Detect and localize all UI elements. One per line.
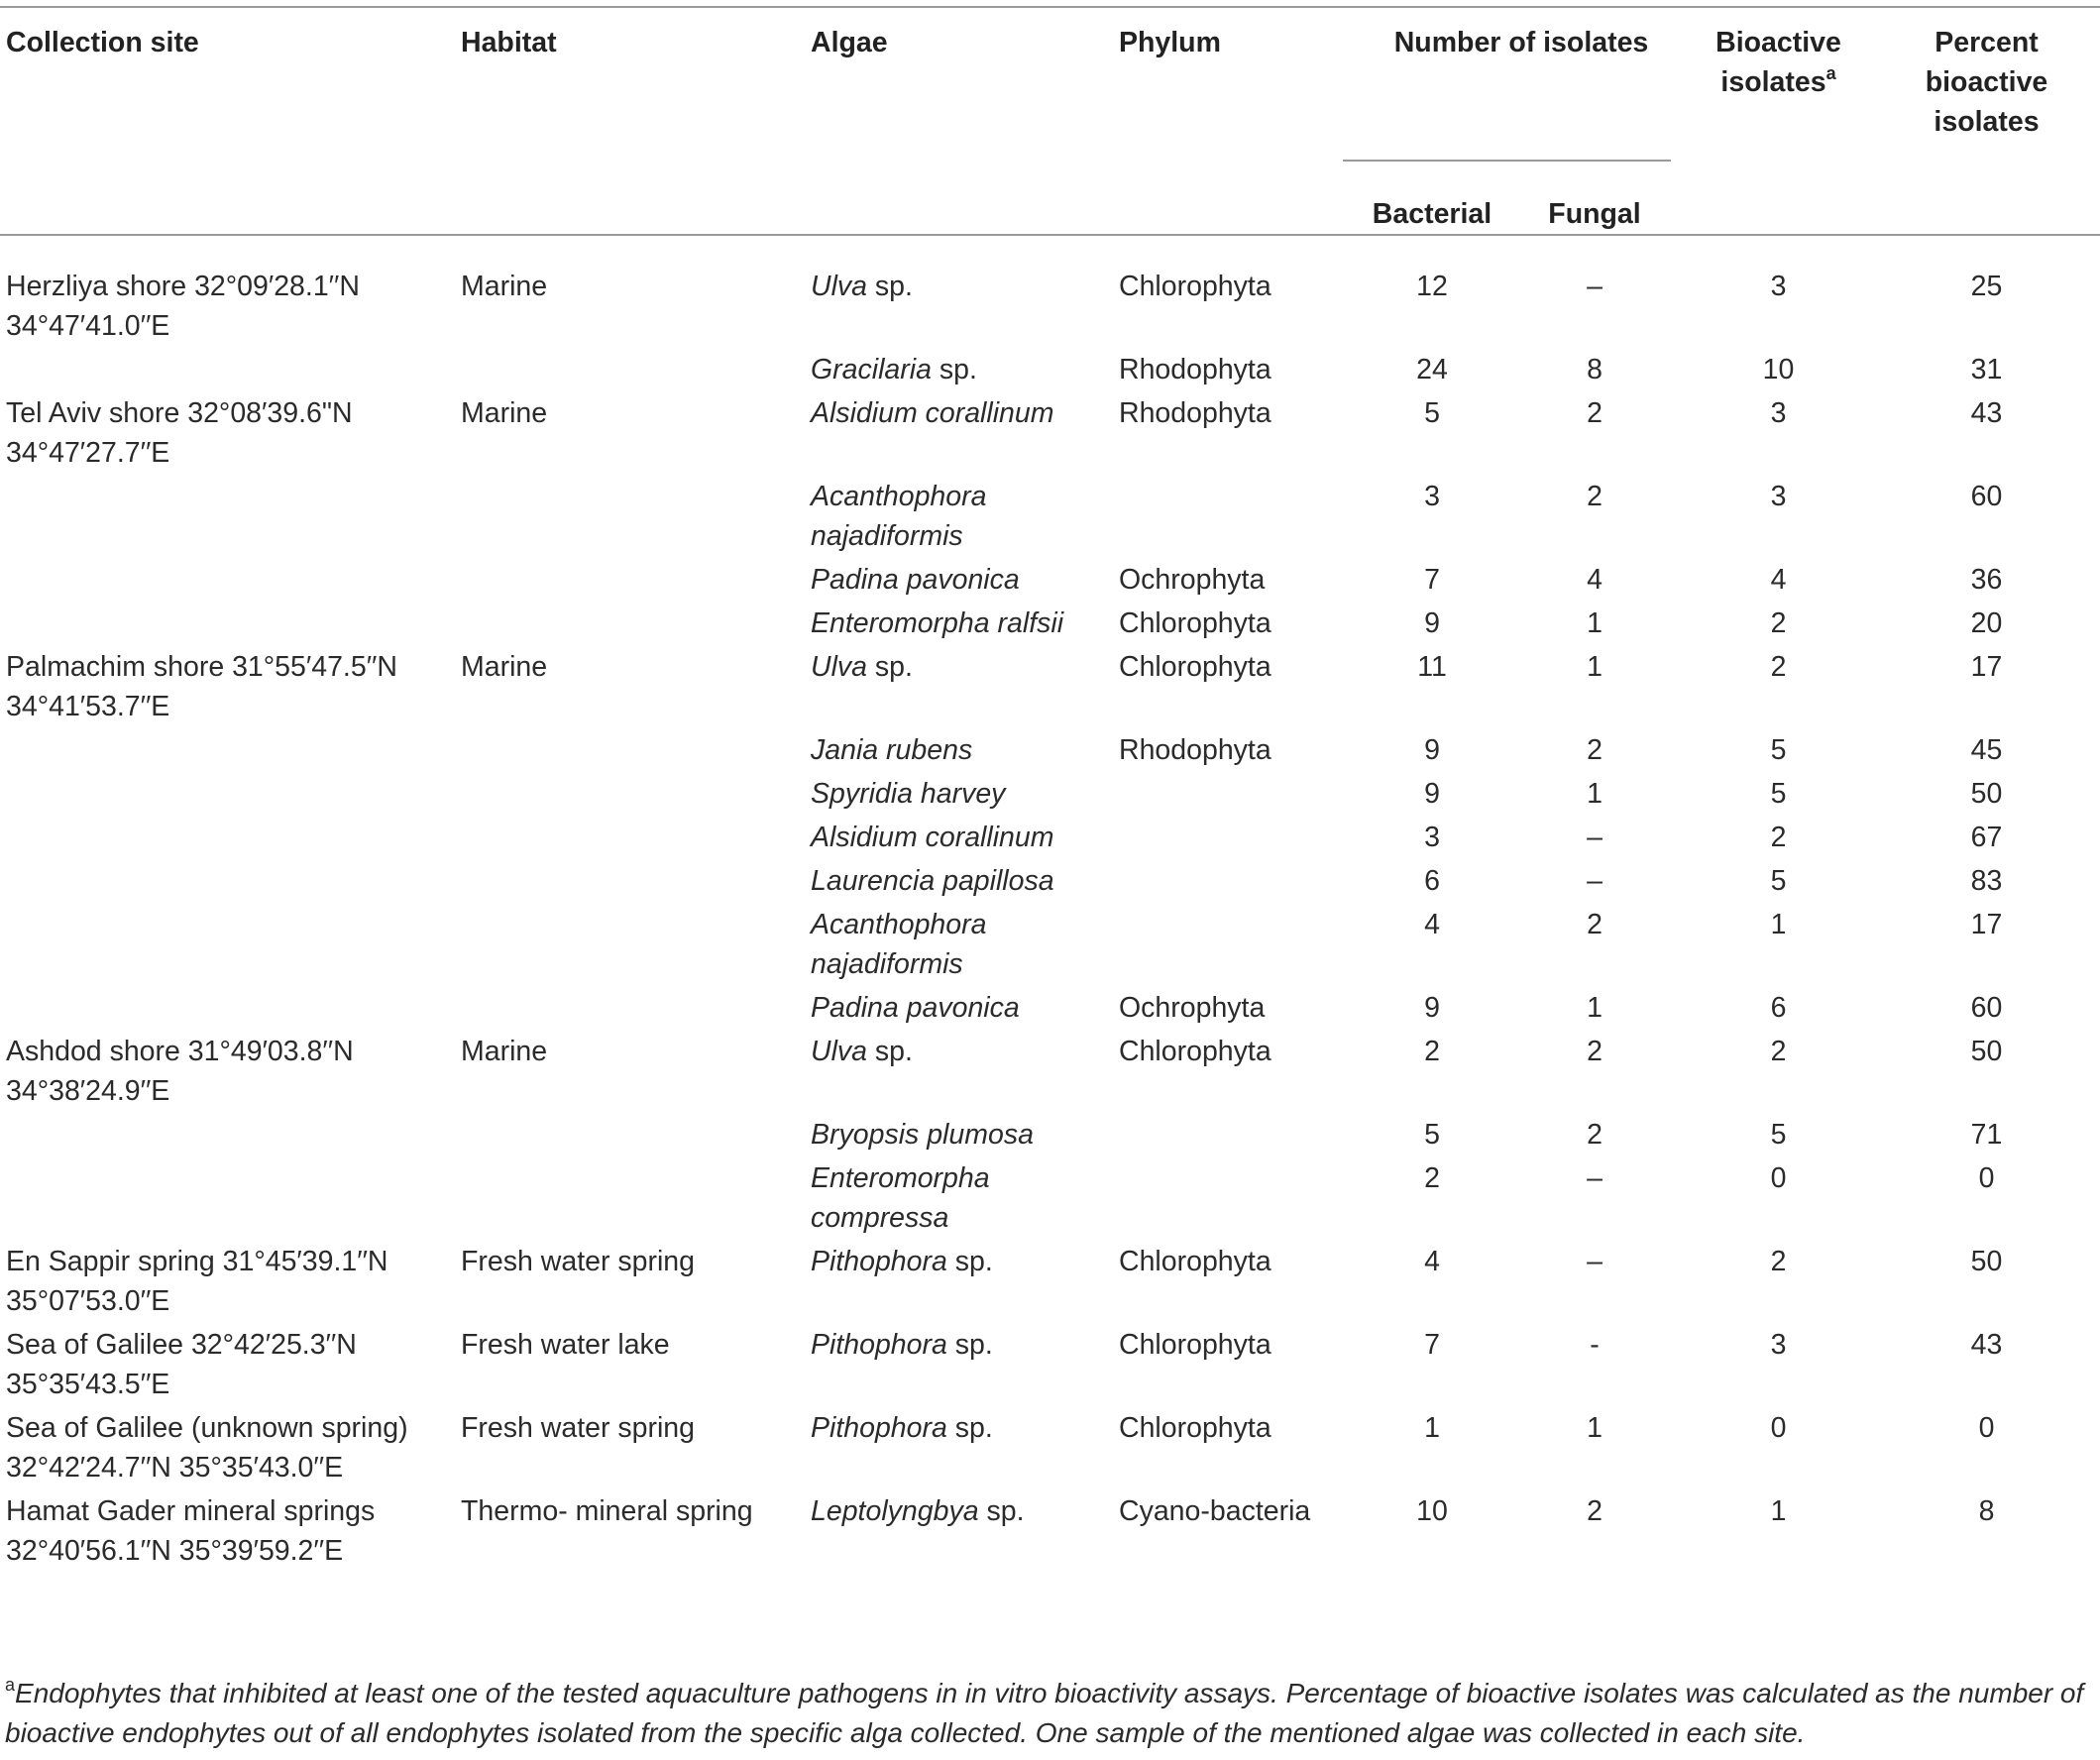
table-footnote <box>5 1674 2096 1753</box>
cell-fungal: 4 <box>1587 564 1603 596</box>
algae-name: Pithophora <box>811 1412 947 1444</box>
cell-habitat <box>451 556 811 600</box>
cell-bioactive: 0 <box>1770 1162 1787 1194</box>
cell-collection-site <box>0 1111 451 1155</box>
cell-habitat: Fresh water spring <box>461 1412 696 1444</box>
cell-fungal: 2 <box>1587 1119 1603 1151</box>
cell-bioactive: 5 <box>1770 778 1787 810</box>
cell-collection-site: Sea of Galilee (unknown spring) 32°42′24.7′′N 35°35′43.0′′E <box>6 1412 408 1484</box>
algae-name: Leptolyngbya <box>811 1495 979 1527</box>
cell-bioactive: 3 <box>1770 1329 1787 1361</box>
cell-collection-site <box>0 1155 451 1238</box>
cell-algae <box>811 1111 1119 1155</box>
cell-bacterial: 6 <box>1424 865 1440 897</box>
cell-phylum: Rhodophyta <box>1119 354 1271 385</box>
cell-fungal: 1 <box>1587 1412 1603 1444</box>
cell-percent: 50 <box>1970 778 2003 810</box>
algae-suffix: sp. <box>867 271 913 302</box>
cell-habitat <box>451 857 811 901</box>
header-habitat: Habitat <box>461 27 557 58</box>
cell-percent: 43 <box>1970 397 2003 429</box>
cell-fungal: – <box>1587 1162 1603 1194</box>
cell-bioactive: 5 <box>1770 865 1787 897</box>
cell-bacterial: 24 <box>1416 354 1448 385</box>
header-bacterial: Bacterial <box>1372 198 1492 230</box>
cell-habitat: Fresh water lake <box>461 1329 670 1361</box>
table-row <box>0 473 2100 556</box>
cell-fungal: 2 <box>1587 1036 1603 1067</box>
cell-bioactive: 3 <box>1770 397 1787 429</box>
cell-bioactive: 5 <box>1770 734 1787 766</box>
cell-algae <box>811 1487 1119 1571</box>
algae-name: Jania rubens <box>811 734 973 766</box>
algae-name: Ulva <box>811 651 868 683</box>
cell-fungal: 1 <box>1587 992 1603 1024</box>
table-row <box>0 814 2100 857</box>
cell-collection-site: En Sappir spring 31°45′39.1′′N 35°07′53.0′′E <box>6 1246 388 1317</box>
cell-bioactive: 2 <box>1770 1246 1787 1277</box>
table-row <box>0 1028 2100 1111</box>
cell-algae <box>811 556 1119 600</box>
cell-collection-site <box>0 857 451 901</box>
cell-bacterial: 1 <box>1424 1412 1440 1444</box>
algae-name: Enteromorpha compressa <box>811 1162 990 1234</box>
cell-bacterial: 10 <box>1416 1495 1448 1527</box>
cell-percent: 0 <box>1978 1412 1995 1444</box>
cell-habitat <box>451 901 811 984</box>
cell-bioactive: 1 <box>1770 1495 1787 1527</box>
algae-name: Spyridia harvey <box>811 778 1006 810</box>
cell-phylum: Rhodophyta <box>1119 397 1271 429</box>
cell-percent: 0 <box>1978 1162 1995 1194</box>
cell-percent: 8 <box>1978 1495 1995 1527</box>
cell-algae <box>811 1404 1119 1487</box>
algae-name: Bryopsis plumosa <box>811 1119 1034 1151</box>
cell-fungal: 2 <box>1587 1495 1603 1527</box>
cell-percent: 17 <box>1970 909 2003 940</box>
cell-bacterial: 9 <box>1424 607 1440 639</box>
cell-bacterial: 5 <box>1424 397 1440 429</box>
cell-phylum: Cyano-bacteria <box>1119 1495 1311 1527</box>
cell-collection-site: Palmachim shore 31°55′47.5′′N 34°41′53.7′′E <box>6 651 397 722</box>
cell-fungal: 8 <box>1587 354 1603 385</box>
cell-bacterial: 4 <box>1424 1246 1440 1277</box>
cell-habitat <box>451 814 811 857</box>
cell-percent: 36 <box>1970 564 2003 596</box>
cell-phylum: Ochrophyta <box>1119 992 1266 1024</box>
table-row <box>0 984 2100 1028</box>
cell-collection-site: Sea of Galilee 32°42′25.3′′N 35°35′43.5′′E <box>6 1329 357 1400</box>
cell-phylum <box>1119 901 1359 984</box>
cell-bioactive: 2 <box>1770 651 1787 683</box>
algae-name: Acanthophora najadiformis <box>811 909 987 980</box>
cell-phylum <box>1119 814 1359 857</box>
cell-bacterial: 9 <box>1424 778 1440 810</box>
table-row <box>0 346 2100 389</box>
table-row <box>0 600 2100 643</box>
cell-bacterial: 3 <box>1424 822 1440 853</box>
cell-phylum: Chlorophyta <box>1119 1329 1271 1361</box>
cell-algae <box>811 389 1119 473</box>
cell-phylum: Ochrophyta <box>1119 564 1266 596</box>
cell-bioactive: 4 <box>1770 564 1787 596</box>
table-row <box>0 1155 2100 1238</box>
cell-algae <box>811 1321 1119 1404</box>
cell-habitat <box>451 726 811 770</box>
algae-name: Ulva <box>811 1036 868 1067</box>
table-row <box>0 901 2100 984</box>
cell-habitat: Fresh water spring <box>461 1246 696 1277</box>
cell-bacterial: 9 <box>1424 992 1440 1024</box>
cell-fungal: 2 <box>1587 734 1603 766</box>
algae-suffix: sp. <box>867 651 913 683</box>
cell-phylum: Chlorophyta <box>1119 1246 1271 1277</box>
algae-suffix: sp. <box>946 1246 993 1277</box>
cell-percent: 67 <box>1970 822 2003 853</box>
cell-phylum: Rhodophyta <box>1119 734 1271 766</box>
cell-algae <box>811 901 1119 984</box>
algae-name: Laurencia papillosa <box>811 865 1054 897</box>
cell-habitat: Marine <box>461 397 548 429</box>
cell-habitat: Thermo- mineral spring <box>461 1495 753 1527</box>
cell-fungal: – <box>1587 822 1603 853</box>
cell-bacterial: 7 <box>1424 1329 1440 1361</box>
cell-fungal: – <box>1587 865 1603 897</box>
cell-bacterial: 7 <box>1424 564 1440 596</box>
cell-algae <box>811 252 1119 346</box>
cell-collection-site <box>0 473 451 556</box>
cell-algae <box>811 346 1119 389</box>
cell-percent: 83 <box>1970 865 2003 897</box>
cell-fungal: 1 <box>1587 607 1603 639</box>
cell-percent: 31 <box>1970 354 2003 385</box>
cell-collection-site <box>0 600 451 643</box>
cell-collection-site <box>0 346 451 389</box>
header-collection-site: Collection site <box>6 27 199 58</box>
cell-fungal: 2 <box>1587 909 1603 940</box>
cell-fungal: 2 <box>1587 481 1603 512</box>
cell-collection-site <box>0 984 451 1028</box>
cell-habitat <box>451 346 811 389</box>
algae-name: Pithophora <box>811 1246 947 1277</box>
cell-collection-site: Hamat Gader mineral springs 32°40′56.1′′N 35°39′59.2′′E <box>6 1495 376 1567</box>
cell-phylum: Chlorophyta <box>1119 607 1271 639</box>
cell-percent: 60 <box>1970 481 2003 512</box>
cell-algae <box>811 1238 1119 1321</box>
cell-habitat: Marine <box>461 1036 548 1067</box>
cell-bacterial: 2 <box>1424 1036 1440 1067</box>
table-row <box>0 1238 2100 1321</box>
cell-habitat <box>451 473 811 556</box>
algae-suffix: sp. <box>867 1036 913 1067</box>
cell-algae <box>811 643 1119 726</box>
cell-fungal: 1 <box>1587 651 1603 683</box>
header-algae: Algae <box>811 27 888 58</box>
cell-percent: 60 <box>1970 992 2003 1024</box>
cell-percent: 17 <box>1970 651 2003 683</box>
table-row <box>0 726 2100 770</box>
cell-bacterial: 11 <box>1417 651 1447 683</box>
header-bioactive-isolates <box>1684 0 1873 252</box>
algae-name: Enteromorpha ralfsii <box>811 607 1064 639</box>
cell-percent: 45 <box>1970 734 2003 766</box>
algae-suffix: sp. <box>978 1495 1025 1527</box>
table-row <box>0 1321 2100 1404</box>
header-percent-bioactive: Percent bioactive isolates <box>1925 27 2048 138</box>
table-row <box>0 643 2100 726</box>
cell-bioactive: 1 <box>1770 909 1787 940</box>
cell-habitat: Marine <box>461 651 548 683</box>
cell-collection-site <box>0 726 451 770</box>
cell-bioactive: 0 <box>1770 1412 1787 1444</box>
cell-algae <box>811 1028 1119 1111</box>
cell-bioactive: 6 <box>1770 992 1787 1024</box>
cell-collection-site <box>0 901 451 984</box>
cell-algae <box>811 770 1119 814</box>
table-row <box>0 389 2100 473</box>
cell-bacterial: 5 <box>1424 1119 1440 1151</box>
header-bioactive-isolates-label: Bioactive isolates <box>1715 27 1841 98</box>
cell-algae <box>811 600 1119 643</box>
cell-phylum <box>1119 1111 1359 1155</box>
algae-suffix: sp. <box>946 1329 993 1361</box>
cell-collection-site <box>0 770 451 814</box>
header-fungal: Fungal <box>1548 198 1641 230</box>
cell-bioactive: 2 <box>1770 1036 1787 1067</box>
cell-phylum <box>1119 770 1359 814</box>
cell-fungal: 1 <box>1587 778 1603 810</box>
cell-percent: 50 <box>1970 1246 2003 1277</box>
cell-collection-site: Herzliya shore 32°09′28.1′′N 34°47′41.0′′E <box>6 271 360 342</box>
cell-bacterial: 4 <box>1424 909 1440 940</box>
algae-name: Alsidium corallinum <box>811 397 1054 429</box>
cell-bioactive: 3 <box>1770 271 1787 302</box>
cell-bacterial: 3 <box>1424 481 1440 512</box>
algae-name: Alsidium corallinum <box>811 822 1054 853</box>
cell-percent: 20 <box>1970 607 2003 639</box>
algae-name: Pithophora <box>811 1329 947 1361</box>
cell-algae <box>811 473 1119 556</box>
cell-percent: 50 <box>1970 1036 2003 1067</box>
table-row <box>0 252 2100 346</box>
footnote-text: Endophytes that inhibited at least one of the tested aquaculture pathogens in in vitro bioactivity assays. Percentage of bioactive isolates was calculated as the number of bioactive endophytes out of all endophytes isolated from the specific alga collected. One sample of the mentioned algae was collected in each site. <box>5 1678 2084 1748</box>
header-bioactive-footnote-mark: a <box>1825 63 1836 83</box>
table-body <box>0 252 2100 1571</box>
cell-phylum <box>1119 473 1359 556</box>
table-row <box>0 556 2100 600</box>
cell-habitat <box>451 600 811 643</box>
cell-algae <box>811 984 1119 1028</box>
cell-collection-site <box>0 814 451 857</box>
footnote-mark: a <box>5 1675 16 1695</box>
cell-habitat <box>451 1111 811 1155</box>
table-row <box>0 770 2100 814</box>
table-row <box>0 1487 2100 1571</box>
cell-habitat <box>451 1155 811 1238</box>
cell-phylum <box>1119 857 1359 901</box>
cell-habitat: Marine <box>461 271 548 302</box>
cell-bioactive: 2 <box>1770 607 1787 639</box>
algae-suffix: sp. <box>946 1412 993 1444</box>
table-row <box>0 857 2100 901</box>
cell-habitat <box>451 770 811 814</box>
cell-algae <box>811 857 1119 901</box>
cell-phylum <box>1119 1155 1359 1238</box>
cell-phylum: Chlorophyta <box>1119 271 1271 302</box>
cell-algae <box>811 1155 1119 1238</box>
cell-bioactive: 5 <box>1770 1119 1787 1151</box>
cell-fungal: – <box>1587 271 1603 302</box>
cell-bacterial: 12 <box>1416 271 1448 302</box>
algae-name: Gracilaria <box>811 354 932 385</box>
cell-collection-site: Ashdod shore 31°49′03.8′′N 34°38′24.9′′E <box>6 1036 354 1107</box>
algae-suffix: sp. <box>931 354 977 385</box>
cell-phylum: Chlorophyta <box>1119 651 1271 683</box>
cell-bioactive: 10 <box>1762 354 1795 385</box>
cell-bioactive: 2 <box>1770 822 1787 853</box>
cell-collection-site: Tel Aviv shore 32°08′39.6"N 34°47′27.7′′E <box>6 397 353 469</box>
table-row <box>0 1404 2100 1487</box>
cell-phylum: Chlorophyta <box>1119 1412 1271 1444</box>
algae-name: Acanthophora najadiformis <box>811 481 987 552</box>
cell-phylum: Chlorophyta <box>1119 1036 1271 1067</box>
cell-algae <box>811 814 1119 857</box>
algae-name: Padina pavonica <box>811 564 1020 596</box>
cell-percent: 25 <box>1970 271 2003 302</box>
cell-collection-site <box>0 556 451 600</box>
cell-bacterial: 2 <box>1424 1162 1440 1194</box>
header-phylum: Phylum <box>1119 27 1221 58</box>
cell-fungal: – <box>1587 1246 1603 1277</box>
cell-fungal: - <box>1590 1329 1600 1361</box>
cell-percent: 43 <box>1970 1329 2003 1361</box>
cell-bioactive: 3 <box>1770 481 1787 512</box>
cell-percent: 71 <box>1970 1119 2003 1151</box>
table-row <box>0 1111 2100 1155</box>
algae-name: Ulva <box>811 271 868 302</box>
cell-habitat <box>451 984 811 1028</box>
header-number-of-isolates: Number of isolates <box>1393 27 1649 58</box>
cell-algae <box>811 726 1119 770</box>
cell-bacterial: 9 <box>1424 734 1440 766</box>
cell-fungal: 2 <box>1587 397 1603 429</box>
algae-name: Padina pavonica <box>811 992 1020 1024</box>
